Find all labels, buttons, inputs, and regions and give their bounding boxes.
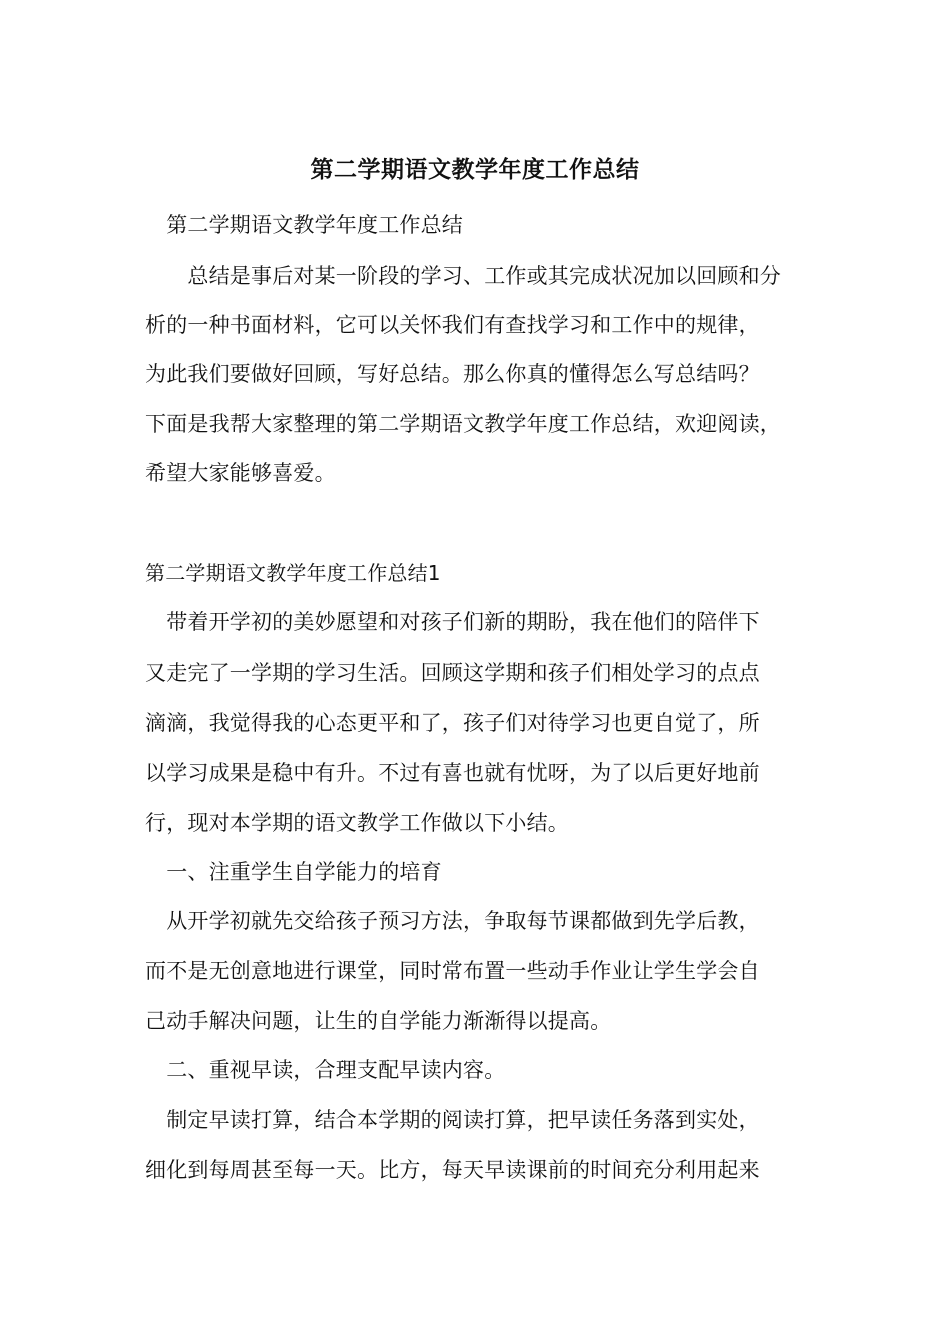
intro-line-2: 析的一种书面材料，它可以关怀我们有查找学习和工作中的规律，	[145, 313, 760, 337]
body-line-1: 带着开学初的美妙愿望和对孩子们新的期盼，我在他们的陪伴下	[145, 610, 760, 634]
body-line-6: 从开学初就先交给孩子预习方法，争取每节课都做到先学后教，	[145, 909, 760, 933]
body-line-4: 以学习成果是稳中有升。不过有喜也就有忧呀，为了以后更好地前	[145, 761, 760, 785]
subheading-1: 一、注重学生自学能力的培育	[145, 860, 442, 884]
body-line-9: 制定早读打算，结合本学期的阅读打算，把早读任务落到实处，	[145, 1108, 760, 1132]
intro-line-5: 希望大家能够喜爱。	[145, 461, 336, 485]
subheading-2: 二、重视早读，合理支配早读内容。	[145, 1058, 506, 1082]
body-line-5: 行，现对本学期的语文教学工作做以下小结。	[145, 811, 569, 835]
intro-line-4: 下面是我帮大家整理的第二学期语文教学年度工作总结，欢迎阅读，	[145, 412, 781, 436]
document-title: 第二学期语文教学年度工作总结	[310, 156, 640, 183]
section-heading-1: 第二学期语文教学年度工作总结1	[145, 561, 441, 585]
body-line-2: 又走完了一学期的学习生活。回顾这学期和孩子们相处学习的点点	[145, 661, 760, 685]
intro-line-3: 为此我们要做好回顾，写好总结。那么你真的懂得怎么写总结吗？	[145, 362, 760, 386]
subtitle-line: 第二学期语文教学年度工作总结	[145, 213, 463, 237]
body-line-3: 滴滴，我觉得我的心态更平和了，孩子们对待学习也更自觉了，所	[145, 711, 760, 735]
body-line-8: 己动手解决问题，让生的自学能力渐渐得以提高。	[145, 1009, 612, 1033]
body-line-10: 细化到每周甚至每一天。比方，每天早读课前的时间充分利用起来	[145, 1158, 760, 1182]
body-line-7: 而不是无创意地进行课堂，同时常布置一些动手作业让学生学会自	[145, 959, 760, 983]
intro-line-1: 总结是事后对某一阶段的学习、工作或其完成状况加以回顾和分	[145, 264, 781, 288]
